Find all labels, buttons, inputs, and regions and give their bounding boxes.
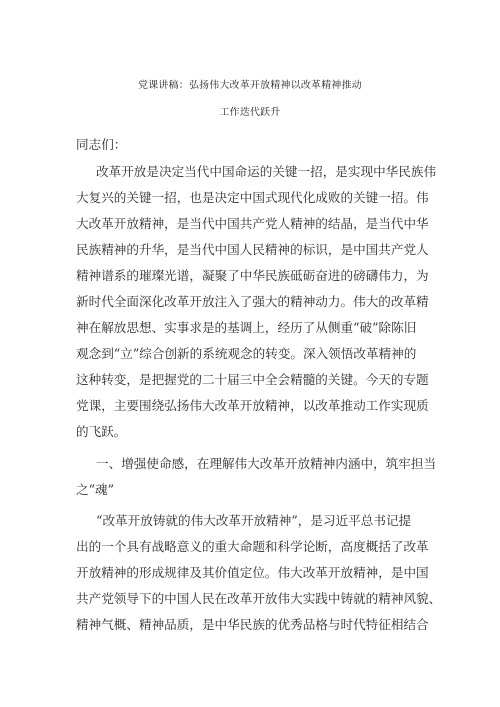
document-title-line1: 党课讲稿：弘扬伟大改革开放精神以改革精神推动 — [138, 80, 362, 91]
paragraph-line: 精神谱系的璀璨光谱，凝聚了中华民族砥砺奋进的磅礴伟力，为 — [76, 268, 429, 283]
paragraph-line: 观念到“立”综合创新的系统观念的转变。深入领悟改革精神的 — [76, 346, 417, 361]
document-title-line2: 工作迭代跃升 — [219, 107, 281, 118]
paragraph-line: 民族精神的升华，是当代中国人民精神的标识，是中国共产党人 — [76, 242, 429, 257]
paragraph-line: 这种转变，是把握党的二十届三中全会精髓的关键。今天的专题 — [76, 372, 429, 387]
section-heading-line: 一、增强使命感，在理解伟大改革开放精神内涵中，筑牢担当 — [96, 456, 437, 471]
paragraph-line: 改革开放是决定当代中国命运的关键一招，是实现中华民族伟 — [96, 164, 437, 179]
paragraph-line: 精神气概、精神品质，是中华民族的优秀品格与时代特征相结合 — [76, 617, 429, 632]
paragraph-line: 党课，主要围绕弘扬伟大改革开放精神，以改革推动工作实现质 — [76, 398, 429, 413]
paragraph-line: “改革开放铸就的伟大改革开放精神”，是习近平总书记提 — [96, 513, 412, 528]
paragraph-line: 新时代全面深化改革开放注入了强大的精神动力。伟大的改革精 — [76, 294, 429, 309]
paragraph-line: 大改革开放精神，是当代中国共产党人精神的结晶，是当代中华 — [76, 216, 429, 231]
paragraph-line: 出的一个具有战略意义的重大命题和科学论断，高度概括了改革 — [76, 539, 429, 554]
section-heading-line: 之“魂” — [76, 482, 115, 497]
paragraph-line: 共产党领导下的中国人民在改革开放伟大实践中铸就的精神风貌、 — [76, 591, 442, 606]
paragraph-line: 神在解放思想、实事求是的基调上，经历了从侧重“破”除陈旧 — [76, 320, 417, 335]
paragraph-line: 的飞跃。 — [76, 424, 127, 439]
paragraph-line: 大复兴的关键一招，也是决定中国式现代化成败的关键一招。伟 — [76, 190, 429, 205]
salutation: 同志们： — [76, 137, 127, 152]
paragraph-line: 开放精神的形成规律及其价值定位。伟大改革开放精神，是中国 — [76, 565, 429, 580]
